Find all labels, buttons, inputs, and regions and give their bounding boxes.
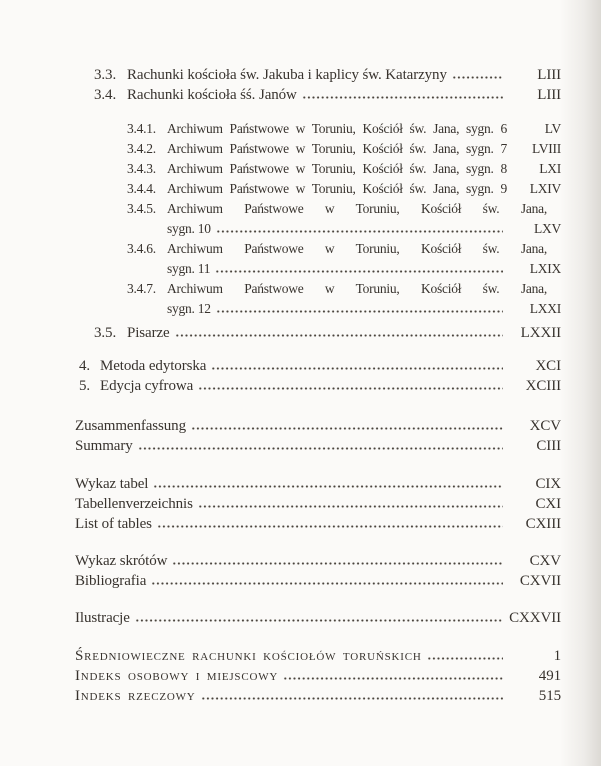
table-of-contents (75, 65, 561, 706)
entry-number: 4. (79, 358, 91, 374)
dot-leader (138, 447, 503, 450)
dot-leader (427, 657, 503, 660)
entry-label: List of tables (75, 516, 152, 532)
entry-number: 5. (79, 378, 91, 394)
entry-label: Wykaz skrótów (75, 553, 168, 569)
page-number: LXIV (529, 181, 561, 196)
entry-number: 3.4.2. (127, 141, 156, 156)
page-number: CXV (529, 553, 561, 569)
section-gap (75, 628, 561, 646)
toc-entry (75, 571, 561, 591)
entry-number: 3.3. (94, 67, 117, 83)
page-number: LVIII (532, 141, 561, 156)
entry-label: Ilustracje (75, 610, 130, 626)
page-number: LXV (534, 221, 561, 236)
toc-entry (75, 686, 561, 706)
entry-label: Bibliografia (75, 573, 147, 589)
toc-entry (75, 514, 561, 534)
entry-label: Archiwum Państwowe w Toruniu, Kościół św. Jana, sygn. 7 (167, 141, 507, 156)
entry-number: 3.4.6. (127, 241, 156, 256)
entry-number: 3.4.1. (127, 121, 156, 136)
entry-label: sygn. 10 (167, 221, 211, 236)
toc-entry (75, 219, 561, 239)
toc-entry (75, 259, 561, 279)
page-number: LXIX (529, 261, 561, 276)
toc-entry (75, 666, 561, 686)
toc-entry (75, 119, 561, 139)
entry-label: Rachunki kościoła śś. Janów (127, 87, 297, 103)
entry-label: Wykaz tabel (75, 476, 149, 492)
dot-leader (135, 619, 503, 622)
dot-leader (153, 485, 503, 488)
page-number: LV (544, 121, 561, 136)
entry-number: 3.5. (94, 325, 117, 341)
entry-number: 3.4.3. (127, 161, 156, 176)
toc-entry (75, 376, 561, 396)
toc-entry (75, 494, 561, 514)
toc-entry (75, 608, 561, 628)
entry-label: Indeks osobowy i miejscowy (75, 668, 279, 684)
dot-leader (157, 525, 503, 528)
dot-leader (198, 387, 503, 390)
page-number: CXXVII (509, 610, 561, 626)
toc-entry (75, 239, 561, 259)
dot-leader (215, 270, 503, 273)
dot-leader (302, 96, 503, 99)
entry-label: Zusammenfassung (75, 418, 186, 434)
entry-number: 3.4.4. (127, 181, 156, 196)
page-number: XCI (535, 358, 561, 374)
entry-label: Pisarze (127, 325, 170, 341)
dot-leader (283, 677, 503, 680)
section-gap (75, 396, 561, 416)
toc-entry (75, 646, 561, 666)
toc-entry (75, 179, 561, 199)
section-gap (75, 534, 561, 551)
toc-entry (75, 299, 561, 319)
dot-leader (151, 582, 503, 585)
page-number: LXXI (529, 301, 561, 316)
dot-leader (198, 505, 503, 508)
entry-number: 3.4.7. (127, 281, 156, 296)
page-number: 491 (538, 668, 561, 684)
entry-label: Tabellenverzeichnis (75, 496, 193, 512)
section-gap (75, 591, 561, 608)
entry-label: Archiwum Państwowe w Toruniu, Kościół św. Jana, sygn. 6 (167, 121, 507, 136)
page-number: XCIII (525, 378, 561, 394)
entry-label: Metoda edytorska (100, 358, 207, 374)
dot-leader (452, 76, 503, 79)
dot-leader (191, 427, 503, 430)
toc-entry (75, 139, 561, 159)
page-number: LXXII (520, 325, 561, 341)
dot-leader (201, 697, 503, 700)
toc-entry (75, 436, 561, 456)
entry-label: sygn. 12 (167, 301, 211, 316)
page-number: CXVII (519, 573, 561, 589)
page-number: 1 (553, 648, 561, 664)
toc-entry (75, 551, 561, 571)
toc-entry (75, 356, 561, 376)
section-gap (75, 456, 561, 474)
section-gap (75, 105, 561, 119)
entry-number: 3.4. (94, 87, 117, 103)
entry-number: 3.4.5. (127, 201, 156, 216)
toc-entry (75, 65, 561, 85)
entry-label: Summary (75, 438, 133, 454)
entry-label: Archiwum Państwowe w Toruniu, Kościół św. Jana, sygn. 8 (167, 161, 507, 176)
entry-label: Indeks rzeczowy (75, 688, 196, 704)
page-number: 515 (538, 688, 561, 704)
entry-label: sygn. 11 (167, 261, 211, 276)
dot-leader (216, 310, 503, 313)
dot-leader (216, 230, 503, 233)
page-number: CXI (535, 496, 561, 512)
entry-label: Edycja cyfrowa (100, 378, 194, 394)
dot-leader (172, 562, 503, 565)
page-number: XCV (529, 418, 561, 434)
toc-entry (75, 416, 561, 436)
page-number: CIX (535, 476, 561, 492)
toc-entry (75, 279, 561, 299)
entry-label: Archiwum Państwowe w Toruniu, Kościół św. Jana, (167, 281, 547, 296)
entry-label: Archiwum Państwowe w Toruniu, Kościół św. Jana, (167, 201, 547, 216)
entry-label: Rachunki kościoła św. Jakuba i kaplicy św. Katarzyny (127, 67, 447, 83)
entry-label: Średniowieczne rachunki kościołów toruńskich (75, 648, 422, 664)
entry-label: Archiwum Państwowe w Toruniu, Kościół św. Jana, (167, 241, 547, 256)
page-number: LIII (537, 67, 561, 83)
section-gap (75, 343, 561, 356)
toc-entry (75, 474, 561, 494)
page-number: LIII (537, 87, 561, 103)
dot-leader (211, 367, 503, 370)
page-number: LXI (539, 161, 561, 176)
page-number: CXIII (525, 516, 561, 532)
toc-entry (75, 199, 561, 219)
entry-label: Archiwum Państwowe w Toruniu, Kościół św. Jana, sygn. 9 (167, 181, 507, 196)
dot-leader (175, 334, 503, 337)
page-number: CIII (536, 438, 561, 454)
toc-entry (75, 85, 561, 105)
toc-entry (75, 159, 561, 179)
toc-entry (75, 323, 561, 343)
